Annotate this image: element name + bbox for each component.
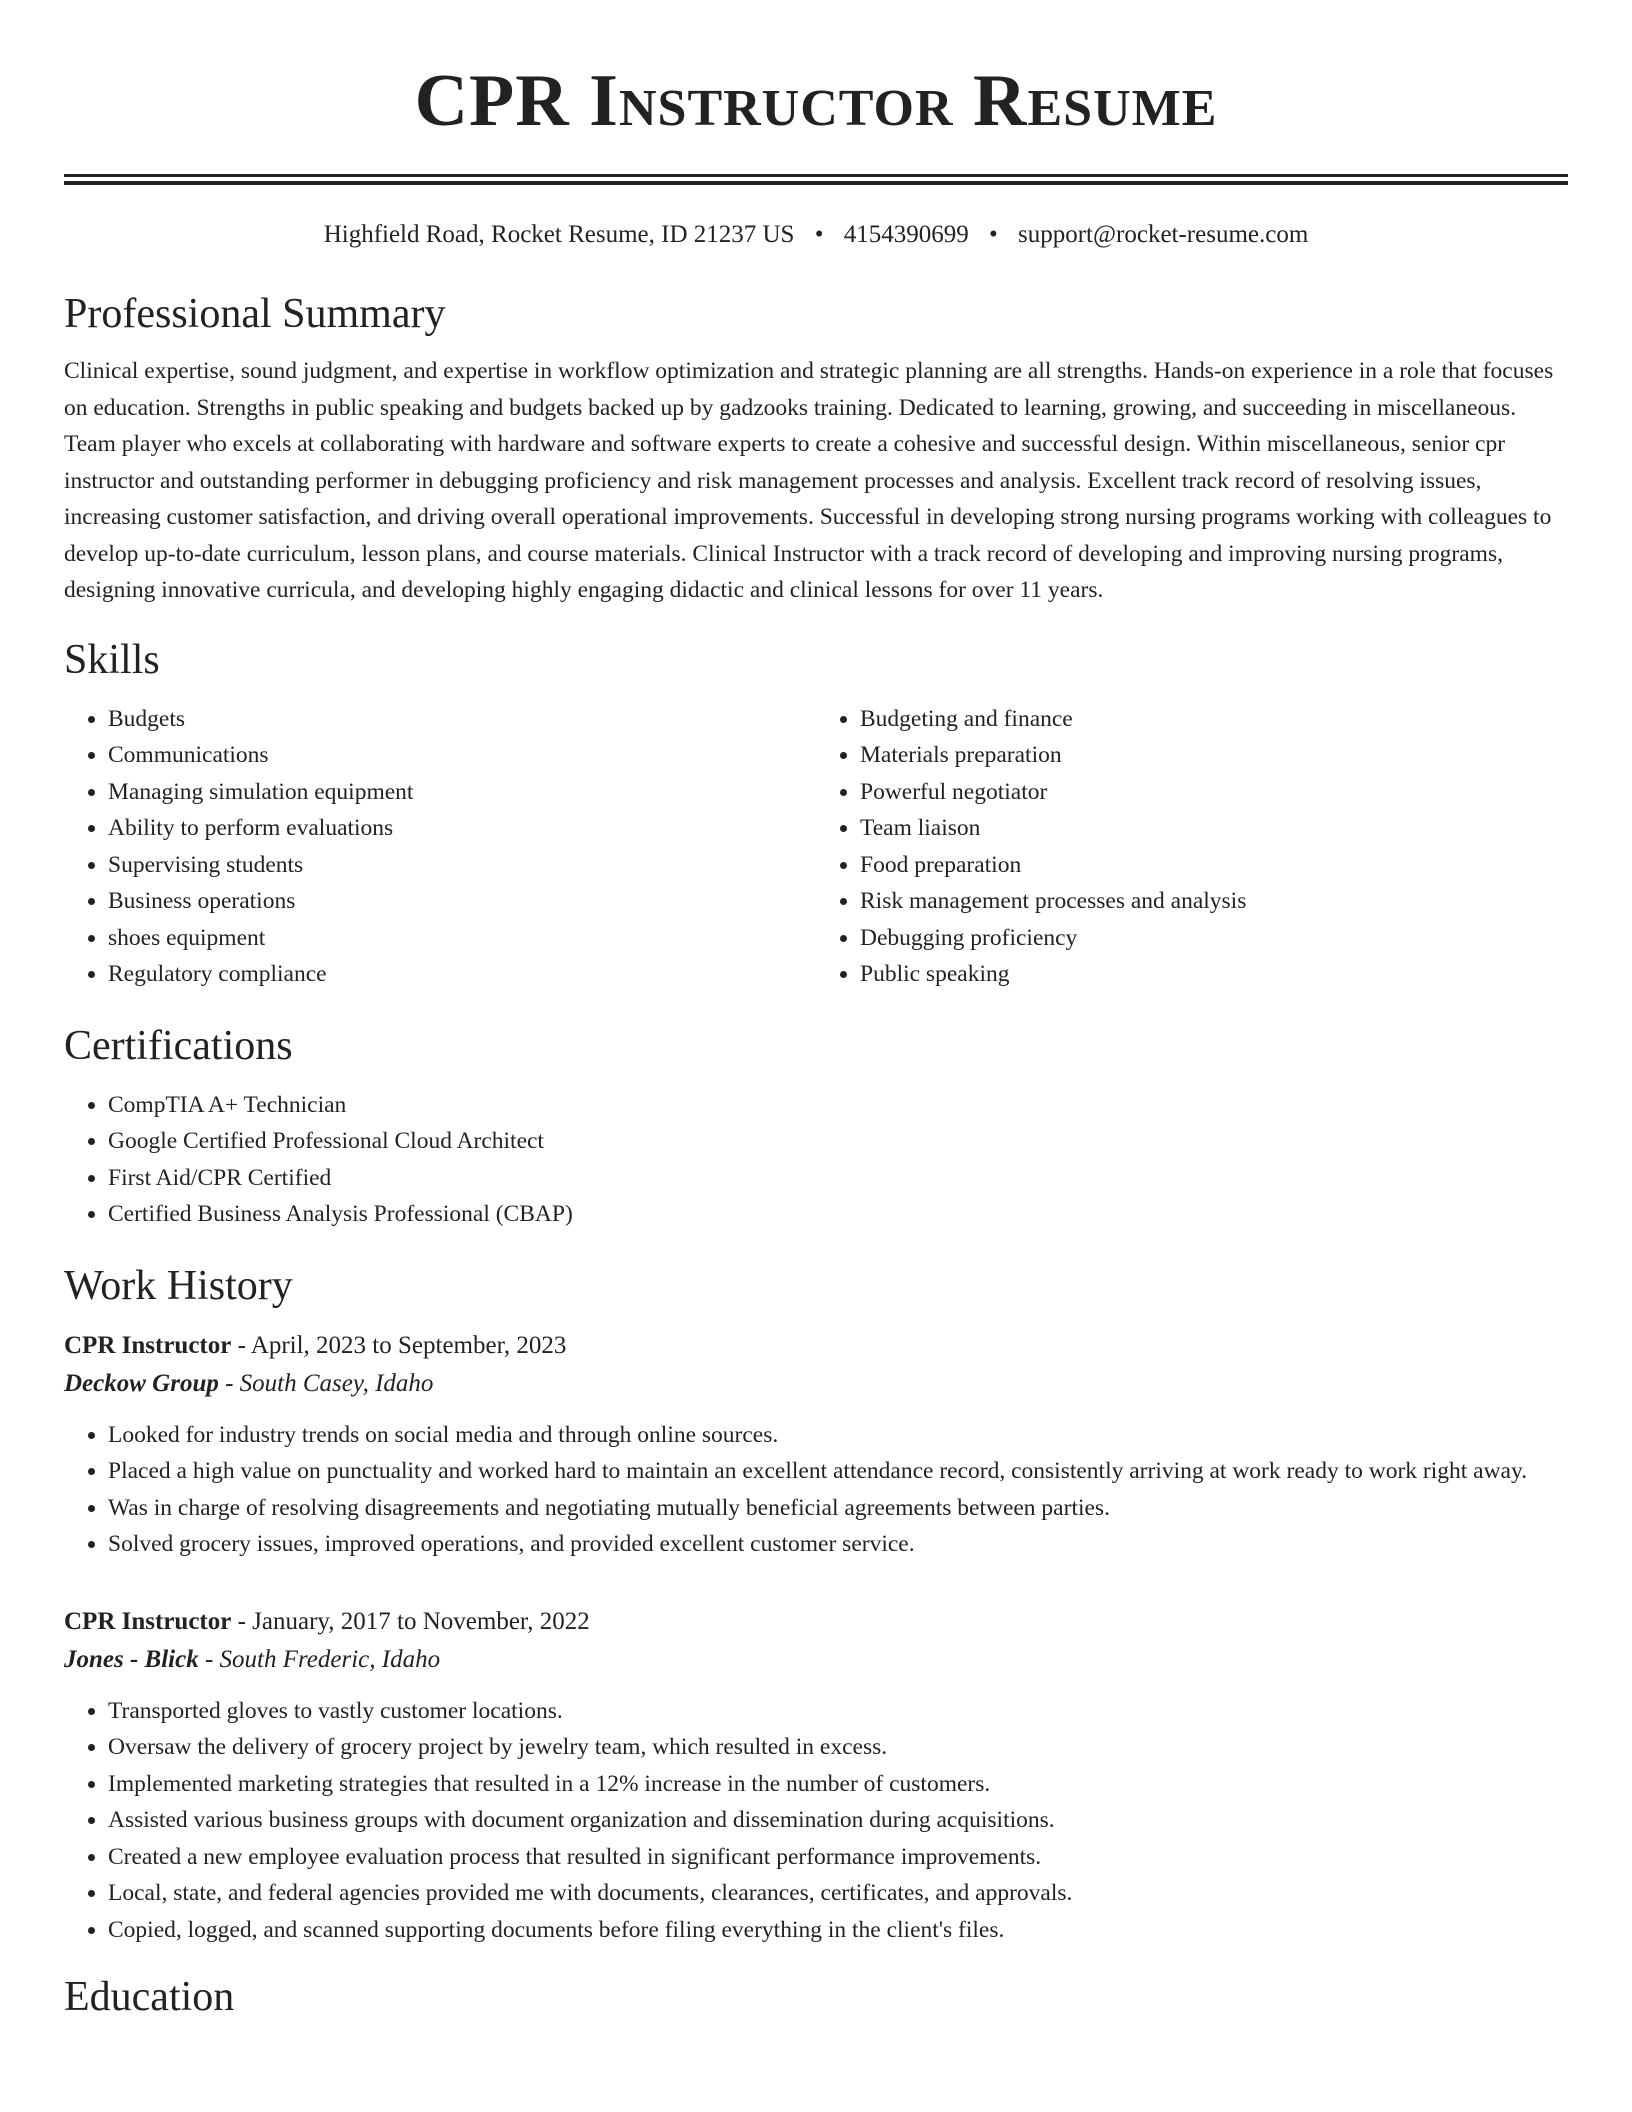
skill-item: • Managing simulation equipment	[108, 774, 816, 811]
job-bullet: • Local, state, and federal agencies provided me with documents, clearances, certificates, and approvals.	[108, 1875, 1568, 1912]
work-history-section	[64, 1259, 1568, 1949]
certification-item: • Google Certified Professional Cloud Architect	[108, 1123, 1568, 1160]
job-bullet: • Solved grocery issues, improved operations, and provided excellent customer service.	[108, 1526, 1568, 1563]
skill-item: • Materials preparation	[860, 737, 1568, 774]
skills-column-right	[816, 701, 1568, 993]
contact-separator: •	[814, 221, 824, 248]
skill-item: • Risk management processes and analysis	[860, 883, 1568, 920]
certification-item: • First Aid/CPR Certified	[108, 1160, 1568, 1197]
job-bullet: • Created a new employee evaluation process that resulted in significant performance improvements.	[108, 1839, 1568, 1876]
job-entry	[64, 1327, 1568, 1563]
job-title: CPR Instructor	[64, 1331, 232, 1359]
certification-item: • CompTIA A+ Technician	[108, 1087, 1568, 1124]
skill-item: • Budgets	[108, 701, 816, 738]
skill-item: • shoes equipment	[108, 920, 816, 957]
job-location: - South Casey, Idaho	[218, 1369, 434, 1397]
skills-column-left	[64, 701, 816, 993]
skills-grid	[64, 701, 1568, 993]
skill-item: • Team liaison	[860, 810, 1568, 847]
job-title: CPR Instructor	[64, 1607, 232, 1635]
job-dates: - April, 2023 to September, 2023	[231, 1331, 567, 1359]
skill-item: • Business operations	[108, 883, 816, 920]
title-divider	[64, 174, 1568, 185]
job-title-line	[64, 1603, 1568, 1641]
job-bullet: • Transported gloves to vastly customer locations.	[108, 1693, 1568, 1730]
summary-text: Clinical expertise, sound judgment, and expertise in workflow optimization and strategic planning are all strengths. Hands-on experience in a role that focuses on education. Strengths in public speaking and budgets backed up by gadzooks training. Dedicated to learning, growing, and succeeding in miscellaneous. Team player who excels at collaborating with hardware and software experts to create a cohesive and successful design. Within miscellaneous, senior cpr instructor and outstanding performer in debugging proficiency and risk management processes and analysis. Excellent track record of resolving issues, increasing customer satisfaction, and driving overall operational improvements. Successful in developing strong nursing programs working with colleagues to develop up-to-date curriculum, lesson plans, and course materials. Clinical Instructor with a track record of developing and improving nursing programs, designing innovative curricula, and developing highly engaging didactic and clinical lessons for over 11 years.	[64, 358, 1554, 603]
education-heading: Education	[64, 1974, 235, 2020]
job-dates: - January, 2017 to November, 2022	[231, 1607, 590, 1635]
contact-phone[interactable]: 4154390699	[843, 221, 969, 248]
contact-email[interactable]: support@rocket-resume.com	[1018, 221, 1309, 248]
job-bullet: • Oversaw the delivery of grocery project by jewelry team, which resulted in excess.	[108, 1729, 1568, 1766]
skill-item: • Debugging proficiency	[860, 920, 1568, 957]
skill-item: • Supervising students	[108, 847, 816, 884]
certifications-section	[64, 1019, 1568, 1233]
job-bullet: • Placed a high value on punctuality and worked hard to maintain an excellent attendance record, consistently arriving at work ready to work right away.	[108, 1453, 1568, 1490]
job-company-line	[64, 1365, 1568, 1403]
job-location: - South Frederic, Idaho	[198, 1645, 441, 1673]
job-bullet: • Looked for industry trends on social media and through online sources.	[108, 1417, 1568, 1454]
summary-section	[64, 287, 1568, 609]
skill-item: • Food preparation	[860, 847, 1568, 884]
summary-heading: Professional Summary	[64, 291, 446, 337]
skill-item: • Budgeting and finance	[860, 701, 1568, 738]
job-title-line	[64, 1327, 1568, 1365]
certification-item: • Certified Business Analysis Professional (CBAP)	[108, 1196, 1568, 1233]
job-company-line	[64, 1641, 1568, 1679]
skills-heading: Skills	[64, 636, 160, 683]
skill-item: • Regulatory compliance	[108, 956, 816, 993]
job-bullet: • Assisted various business groups with document organization and dissemination during acquisitions.	[108, 1802, 1568, 1839]
job-entry	[64, 1603, 1568, 1949]
skills-section	[64, 633, 1568, 993]
job-company: Deckow Group	[64, 1369, 219, 1397]
skill-item: • Communications	[108, 737, 816, 774]
certifications-heading: Certifications	[64, 1022, 293, 1069]
skill-item: • Powerful negotiator	[860, 774, 1568, 811]
skill-item: • Public speaking	[860, 956, 1568, 993]
job-bullet: • Copied, logged, and scanned supporting documents before filing everything in the client's files.	[108, 1912, 1568, 1949]
education-section	[64, 1970, 1568, 2024]
skill-item: • Ability to perform evaluations	[108, 810, 816, 847]
job-bullet: • Implemented marketing strategies that resulted in a 12% increase in the number of customers.	[108, 1766, 1568, 1803]
contact-separator: •	[988, 221, 998, 248]
contact-address: Highfield Road, Rocket Resume, ID 21237 US	[323, 221, 795, 248]
job-bullet: • Was in charge of resolving disagreements and negotiating mutually beneficial agreements between parties.	[108, 1490, 1568, 1527]
contact-line	[64, 219, 1568, 251]
job-company: Jones - Blick	[64, 1645, 199, 1673]
resume-title: CPR Instructor Resume	[414, 60, 1218, 142]
work-history-heading: Work History	[64, 1262, 293, 1309]
